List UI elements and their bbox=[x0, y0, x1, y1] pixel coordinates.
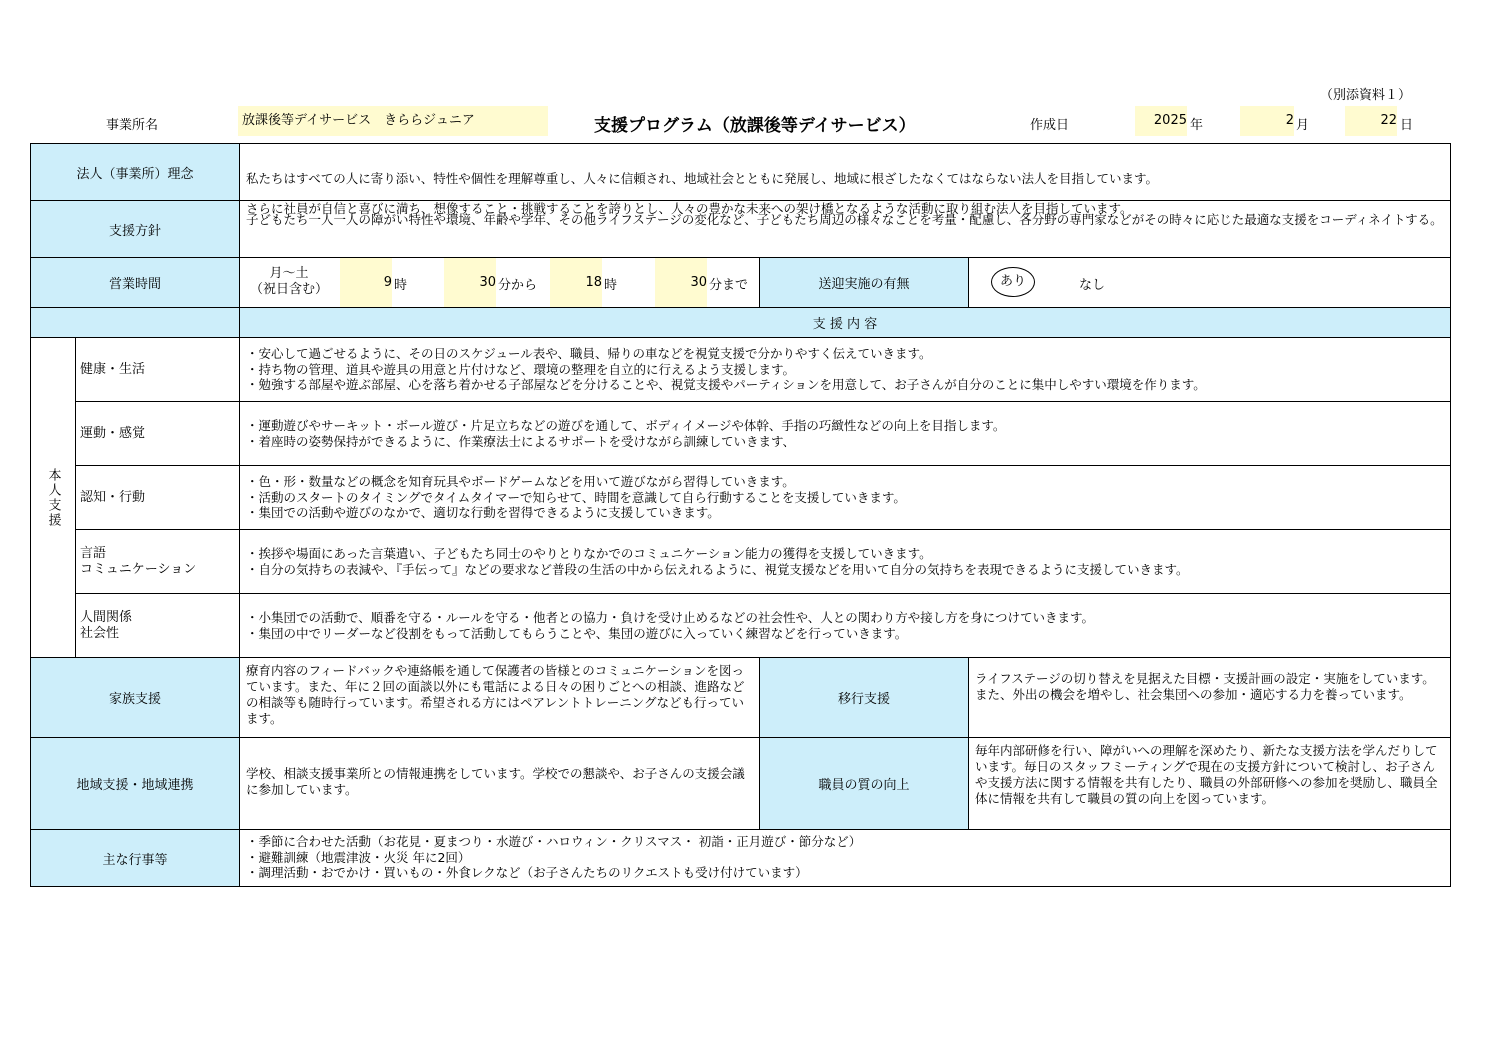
family-label: 家族支援 bbox=[30, 657, 240, 738]
events-text bbox=[239, 829, 1451, 887]
transport-no-option[interactable]: なし bbox=[1079, 278, 1106, 293]
support-line: ・集団での活動や遊びのなかで、適切な行動を習得できるように支援していきます。 bbox=[246, 505, 720, 520]
staff-label: 職員の質の向上 bbox=[759, 737, 969, 830]
events-label: 主な行事等 bbox=[30, 829, 240, 887]
attachment-label: （別添資料１） bbox=[1320, 88, 1412, 103]
event-line: ・季節に合わせた活動（お花見・夏まつり・水遊び・ハロウィン・クリスマス・ 初詣・正月遊び・節分など） bbox=[246, 834, 862, 849]
hours-days-note: （祝日含む） bbox=[249, 282, 328, 297]
support-row-label: 認知・行動 bbox=[75, 465, 240, 530]
support-line: ・着座時の姿勢保持ができるように、作業療法士によるサポートを受けながら訓練していきます、 bbox=[246, 433, 796, 449]
transition-text: ライフステージの切り替えを見据えた目標・支援計画の設定・実施をしています。また、外出の機会を増やし、社会集団への参加・適応する力を養っています。 bbox=[968, 657, 1451, 738]
philosophy-label: 法人（事業所）理念 bbox=[30, 143, 240, 201]
start-hour-unit: 時 bbox=[394, 278, 408, 293]
support-row-label: 言語 コミュニケーション bbox=[75, 529, 240, 594]
hours-cell bbox=[239, 257, 760, 308]
day-field[interactable]: 22 bbox=[1345, 106, 1397, 136]
day-unit: 日 bbox=[1400, 118, 1414, 133]
family-text: 療育内容のフィードバックや連絡帳を通して保護者の皆様とのコミュニケーションを図っています。また、年に２回の面談以外にも電話による日々の困りごとへの相談、進路などの相談等も随時行っています。希望される方にはペアレントトレーニングなども行っています。 bbox=[239, 657, 760, 738]
support-row-text bbox=[239, 337, 1451, 402]
self-support-label-cell bbox=[30, 337, 76, 658]
start-min-field[interactable]: 30 bbox=[444, 258, 496, 307]
month-field[interactable]: 2 bbox=[1240, 106, 1294, 136]
support-row-text bbox=[239, 401, 1451, 466]
self-support-label: 本人支援 bbox=[45, 467, 61, 528]
support-row-text bbox=[239, 529, 1451, 594]
community-label: 地域支援・地域連携 bbox=[30, 737, 240, 830]
support-content-blank bbox=[30, 307, 240, 338]
transport-label: 送迎実施の有無 bbox=[759, 257, 969, 308]
policy-label: 支援方針 bbox=[30, 200, 240, 258]
policy-text: 子どもたち一人一人の障がい特性や環境、年齢や学年、その他ライフステージの変化など、子どもたち周辺の様々なことを考量・配慮し、各分野の専門家などがその時々に応じた最適な支援をコーディネイトする。 bbox=[239, 200, 1451, 258]
support-line: ・運動遊びやサーキット・ボール遊び・片足立ちなどの遊びを通して、ボディイメージや体幹、手指の巧緻性などの向上を目指します。 bbox=[246, 418, 1006, 433]
support-row-text bbox=[239, 465, 1451, 530]
year-field[interactable]: 2025 bbox=[1135, 106, 1187, 136]
support-line: ・小集団での活動で、順番を守る・ルールを守る・他者との協力・負けを受け止めるなどの社会性や、人との関わり方や接し方を身につけていきます。 bbox=[246, 610, 1095, 625]
support-row-label: 人間関係 社会性 bbox=[75, 593, 240, 658]
event-line: ・避難訓練（地震津波・火災 年に2回） bbox=[246, 849, 471, 865]
start-min-unit: 分から bbox=[498, 278, 538, 293]
community-text: 学校、相談支援事業所との情報連携をしています。学校での懇談や、お子さんの支援会議に参加しています。 bbox=[239, 737, 760, 830]
philosophy-line: さらに社員が自信と喜びに満ち、想像すること・挑戦することを誇りとし、人々の豊かな未来への架け橋となるような活動に取り組む法人を目指しています。 bbox=[246, 201, 1133, 216]
support-row-label: 健康・生活 bbox=[75, 337, 240, 402]
support-line: ・勉強する部屋や遊ぶ部屋、心を落ち着かせる子部屋などを分けることや、視覚支援やパーティションを用意して、お子さんが自分のことに集中しやすい環境を作ります。 bbox=[246, 377, 1206, 392]
office-name-field[interactable]: 放課後等デイサービス きららジュニア bbox=[238, 106, 548, 136]
transport-options bbox=[968, 257, 1451, 308]
event-line: ・調理活動・おでかけ・買いもの・外食レクなど（お子さんたちのリクエストも受け付けています） bbox=[246, 865, 808, 880]
year-unit: 年 bbox=[1190, 118, 1204, 133]
hours-label: 営業時間 bbox=[30, 257, 240, 308]
page-title: 支援プログラム（放課後等デイサービス） bbox=[594, 116, 916, 136]
hours-days: 月～土 bbox=[269, 266, 309, 281]
staff-text: 毎年内部研修を行い、障がいへの理解を深めたり、新たな支援方法を学んだりしています。毎日のスタッフミーティングで現在の支援方針について検討し、お子さんや支援方法に関する情報を共有したり、職員の外部研修への参加を奨励し、職員全体に情報を共有して職員の質の向上を図っています。 bbox=[968, 737, 1451, 830]
transport-yes-option[interactable]: あり bbox=[991, 267, 1035, 297]
office-label: 事業所名 bbox=[106, 118, 159, 133]
transition-label: 移行支援 bbox=[759, 657, 969, 738]
start-hour-field[interactable]: 9 bbox=[340, 258, 392, 307]
support-content-label: 支 援 内 容 bbox=[239, 307, 1451, 338]
support-line: ・自分の気持ちの表減や、『手伝って』などの要求など普段の生活の中から伝えれるように、視覚支援などを用いて自分の気持ちを表現できるように支援していきます。 bbox=[246, 561, 1189, 577]
date-label: 作成日 bbox=[1030, 118, 1070, 133]
support-line: ・活動のスタートのタイミングでタイムタイマーで知らせて、時間を意識して自ら行動することを支援していきます。 bbox=[246, 489, 906, 505]
support-line: ・挨拶や場面にあった言葉遣い、子どもたち同士のやりとりなかでのコミュニケーション能力の獲得を支援していきます。 bbox=[246, 546, 932, 561]
support-line: ・色・形・数量などの概念を知育玩具やボードゲームなどを用いて遊びながら習得していきます。 bbox=[246, 474, 795, 489]
support-row-label: 運動・感覚 bbox=[75, 401, 240, 466]
month-unit: 月 bbox=[1296, 118, 1310, 133]
philosophy-text bbox=[239, 143, 1451, 216]
support-line: ・持ち物の管理、道具や遊具の用意と片付けなど、環境の整理を自立的に行えるよう支援します。 bbox=[246, 361, 796, 377]
end-hour-field[interactable]: 18 bbox=[550, 258, 602, 307]
end-min-unit: 分まで bbox=[709, 278, 749, 293]
support-row-text bbox=[239, 593, 1451, 658]
support-line: ・集団の中でリーダーなど役割をもって活動してもらうことや、集団の遊びに入っていく練習などを行っていきます。 bbox=[246, 625, 908, 641]
support-line: ・安心して過ごせるように、その日のスケジュール表や、職員、帰りの車などを視覚支援で分かりやすく伝えていきます。 bbox=[246, 346, 932, 361]
philosophy-line: 私たちはすべての人に寄り添い、特性や個性を理解尊重し、人々に信頼され、地域社会とともに発展し、地域に根ざしたなくてはならない法人を目指しています。 bbox=[246, 171, 1159, 186]
end-hour-unit: 時 bbox=[604, 278, 618, 293]
end-min-field[interactable]: 30 bbox=[655, 258, 707, 307]
